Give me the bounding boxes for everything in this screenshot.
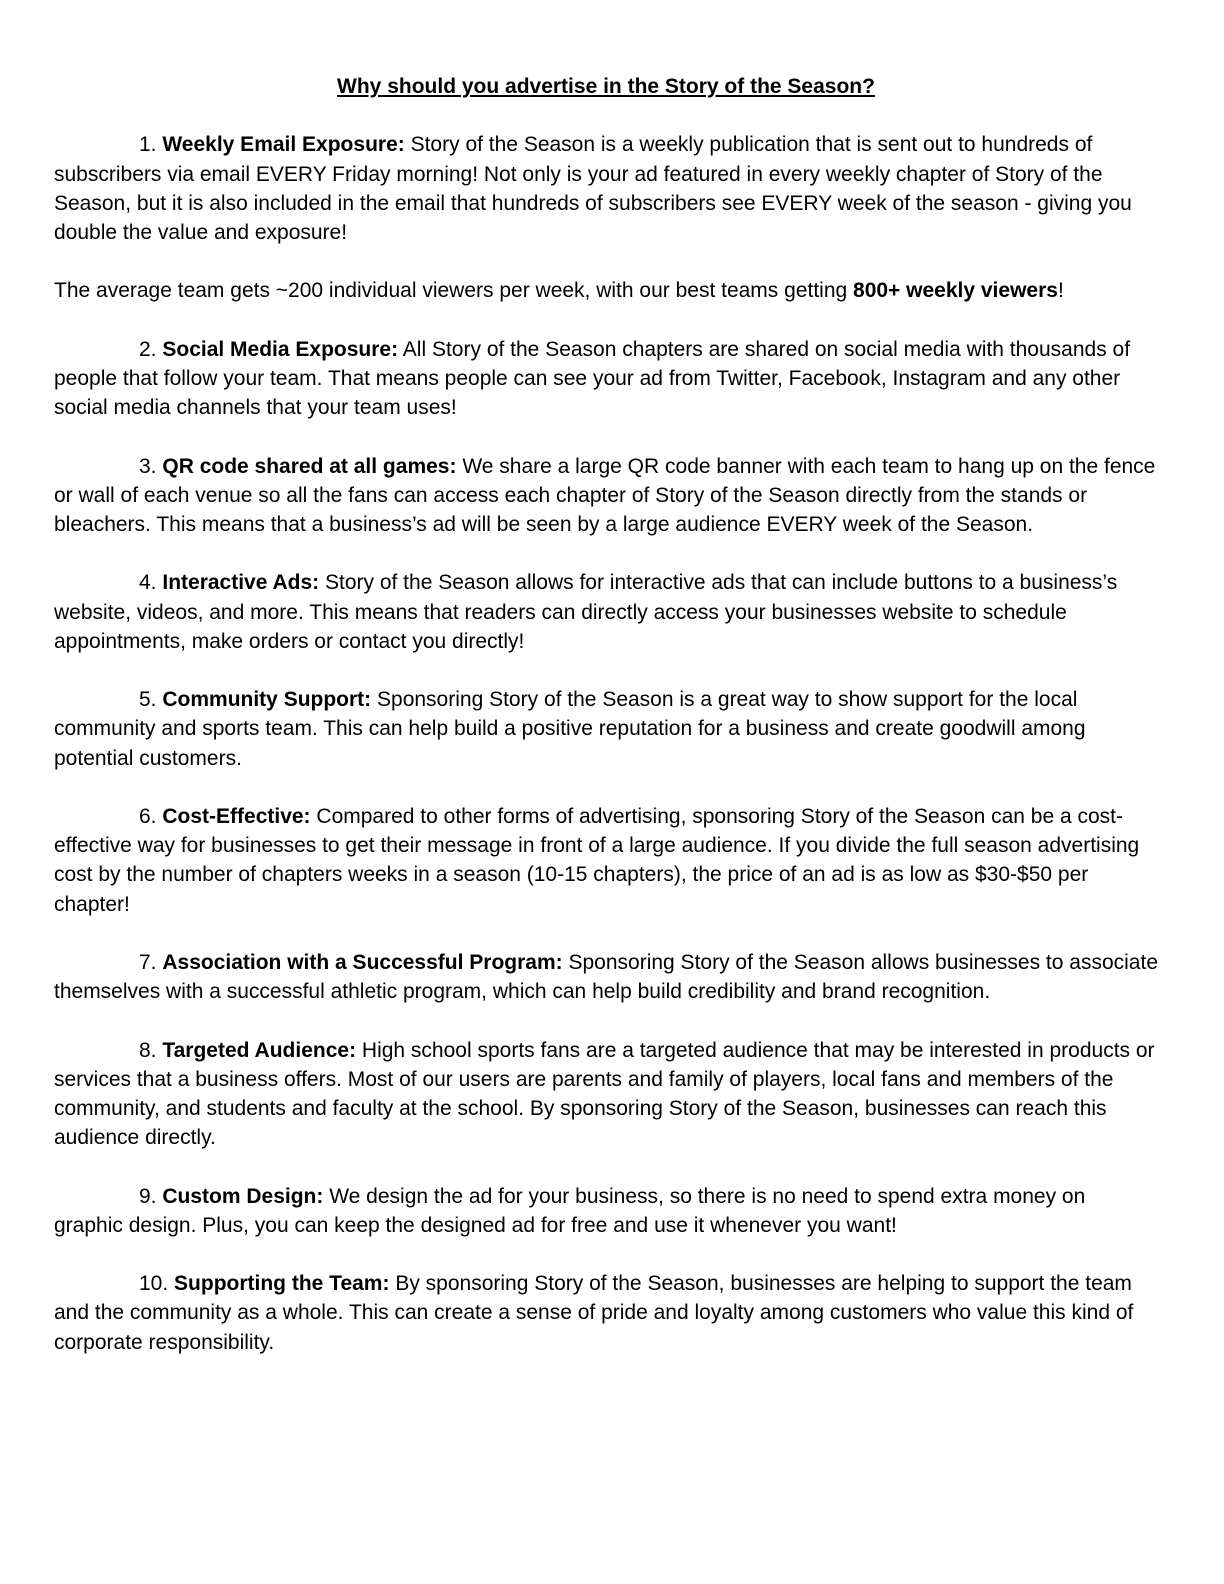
item-heading: Interactive Ads: xyxy=(162,571,320,595)
list-item-3 xyxy=(54,452,1158,540)
list-item-2 xyxy=(54,335,1158,423)
item-text: Story of the Season is a weekly publication that is sent out to hundreds of subscribers via email EVERY Friday morning! Not only is your ad featured in every weekly chapter of Story of the Season, but it is also included in the email that hundreds of subscribers see EVERY week of the season - giving you double the value and exposure! xyxy=(54,133,1132,244)
item-text: We design the ad for your business, so there is no need to spend extra money on graphic design. Plus, you can keep the designed ad for free and use it whenever you want! xyxy=(54,1184,1086,1237)
item-text: Compared to other forms of advertising, sponsoring Story of the Season can be a cost-effective way for businesses to get their message in front of a large audience. If you divide the full season advertising cost by the number of chapters weeks in a season (10-15 chapters), the price of an ad is as low as $30-$50 per chapter! xyxy=(54,804,1140,916)
item-heading: Custom Design: xyxy=(162,1184,324,1208)
item-heading: Cost-Effective: xyxy=(162,804,311,828)
item-heading: Targeted Audience: xyxy=(162,1038,357,1062)
list-item-4 xyxy=(54,568,1158,656)
item-text: Sponsoring Story of the Season is a great way to show support for the local community and sports team. This can help build a positive reputation for a business and create goodwill among potential customers. xyxy=(54,688,1086,770)
document-page xyxy=(54,72,1158,1386)
item-text: All Story of the Season chapters are shared on social media with thousands of people that follow your team. That means people can see your ad from Twitter, Facebook, Instagram and any other social media channels that your team uses! xyxy=(54,337,1131,420)
list-item-10 xyxy=(54,1269,1158,1357)
page-title: Why should you advertise in the Story of the Season? xyxy=(337,75,875,98)
item-number: 1. xyxy=(139,133,157,157)
viewers-note-bold: 800+ weekly viewers xyxy=(853,279,1058,303)
item-text: By sponsoring Story of the Season, businesses are helping to support the team and the community as a whole. This can create a sense of pride and loyalty among customers who value this kind of corporate responsibility. xyxy=(54,1272,1134,1354)
item-number: 7. xyxy=(139,950,157,974)
item-heading: QR code shared at all games: xyxy=(162,454,457,478)
viewers-note xyxy=(54,276,1158,305)
viewers-note-after: ! xyxy=(1057,279,1064,303)
item-number: 3. xyxy=(139,454,157,478)
item-heading: Association with a Successful Program: xyxy=(162,950,563,974)
item-number: 6. xyxy=(139,804,157,828)
item-heading: Social Media Exposure: xyxy=(162,337,399,361)
list-item-1 xyxy=(54,130,1158,247)
list-item-8 xyxy=(54,1036,1158,1153)
item-number: 10. xyxy=(139,1272,175,1296)
item-text: Story of the Season allows for interactive ads that can include buttons to a business’s website, videos, and more. This means that readers can directly access your businesses website to schedule appointments, make orders or contact you directly! xyxy=(54,571,1118,653)
list-item-5 xyxy=(54,685,1158,773)
item-heading: Supporting the Team: xyxy=(174,1272,390,1296)
viewers-note-before: The average team gets ~200 individual viewers per week, with our best teams getting xyxy=(54,279,854,303)
item-heading: Weekly Email Exposure: xyxy=(162,133,405,157)
item-text: High school sports fans are a targeted audience that may be interested in products or services that a business offers. Most of our users are parents and family of players, local fans and members of the community, and students and faculty at the school. By sponsoring Story of the Season, businesses can reach this audience directly. xyxy=(54,1038,1155,1150)
item-number: 9. xyxy=(139,1184,163,1208)
item-number: 2. xyxy=(139,337,157,361)
list-item-6 xyxy=(54,802,1158,919)
list-item-9 xyxy=(54,1182,1158,1240)
item-text: Sponsoring Story of the Season allows businesses to associate themselves with a successful athletic program, which can help build credibility and brand recognition. xyxy=(54,950,1158,1004)
item-heading: Community Support: xyxy=(162,688,372,712)
list-item-7 xyxy=(54,948,1158,1006)
item-number: 4. xyxy=(139,571,157,595)
item-number: 5. xyxy=(139,688,157,712)
item-number: 8. xyxy=(139,1038,157,1062)
item-text: We share a large QR code banner with each team to hang up on the fence or wall of each venue so all the fans can access each chapter of Story of the Season directly from the stands or bleachers. This means that a business’s ad will be seen by a large audience EVERY week of the Season. xyxy=(54,454,1156,536)
